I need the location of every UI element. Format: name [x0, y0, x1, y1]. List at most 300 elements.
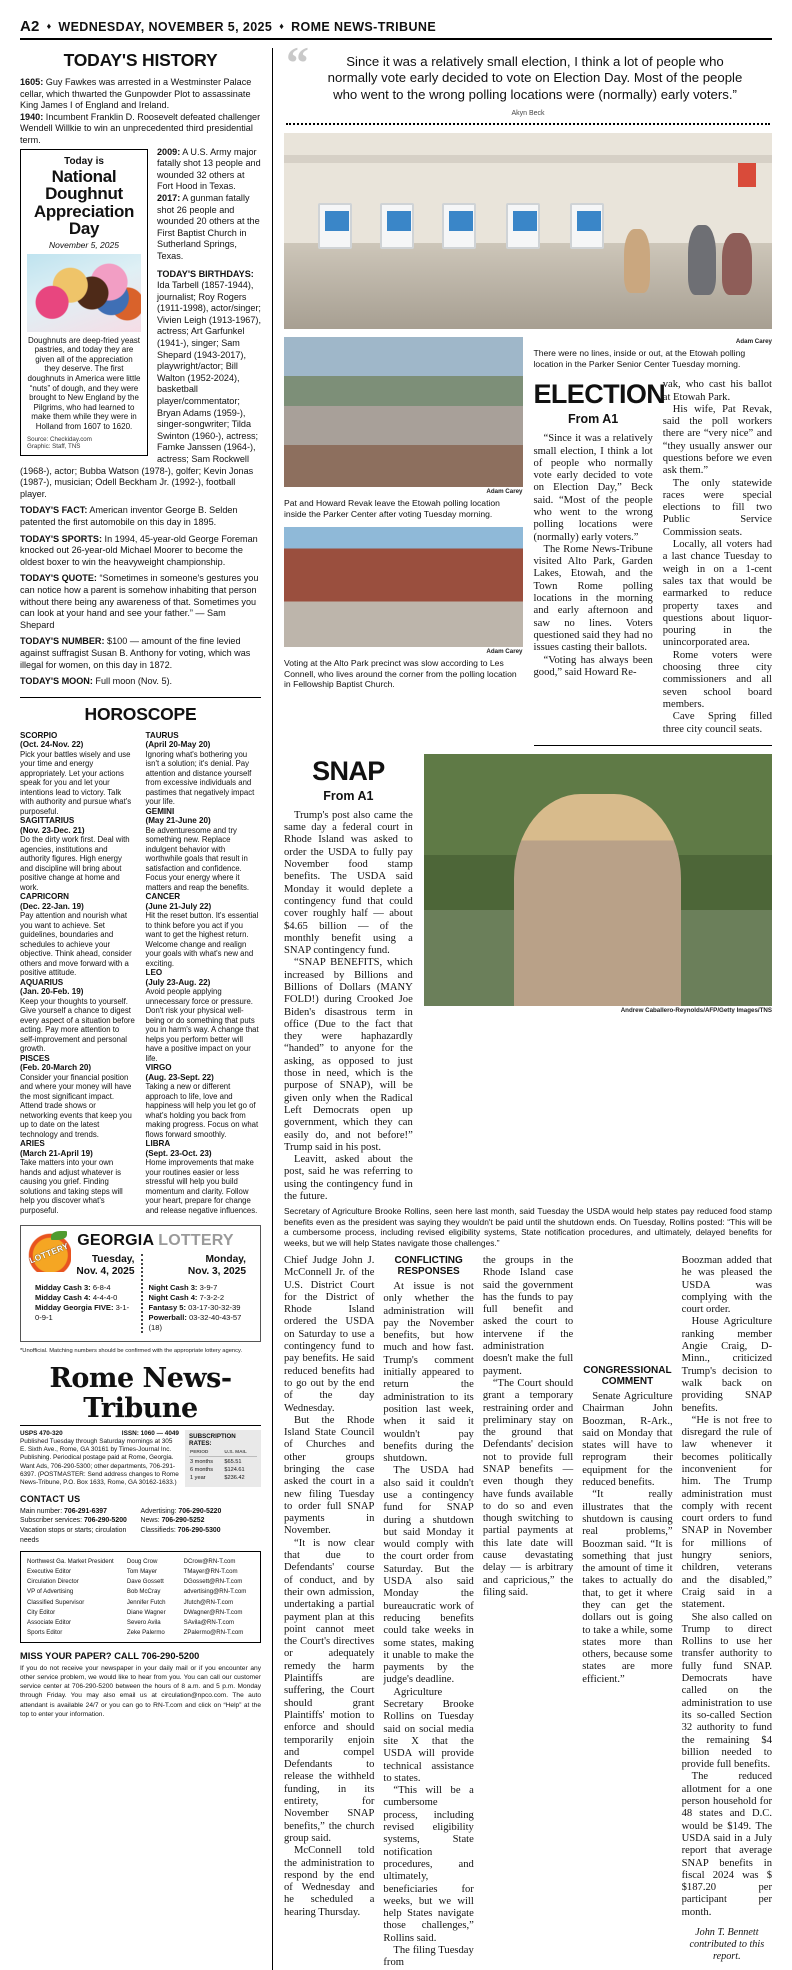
lottery-game-label: Midday Cash 3: [35, 1283, 91, 1293]
contact-row [20, 1516, 141, 1526]
election-headline: ELECTION [533, 379, 666, 410]
snap-columns [284, 1255, 772, 1970]
horoscope-entry [146, 1063, 262, 1139]
quote-label: TODAY'S QUOTE: [20, 573, 97, 584]
lottery-day-line2: Nov. 4, 2025 [76, 1266, 135, 1278]
sports-text: In 1994, 45-year-old George Foreman knocked out 26-year-old Michael Moorer to become the oldest boxer to win the heavyweight championship. [20, 533, 258, 567]
paragraph: Rome voters were choosing three city commissioners and all seven school board members. [662, 649, 772, 710]
paragraph: But the Rhode Island State Council of Churches and other groups bringing the case asked the court in a new filing Tuesday to order full SNAP payments in November. [284, 1414, 375, 1537]
alto-photo-caption: Voting at the Alto Park precinct was slow according to Les Connell, who lives around the corner from the polling location in Fellowship Baptist Church. [284, 658, 517, 690]
horoscope-column-left [20, 731, 136, 1216]
hero-photo-credit: Adam Carey [735, 338, 772, 346]
lottery-game-numbers: 7-3-2-2 [197, 1293, 225, 1303]
subscription-price: $65.51 [224, 1458, 242, 1465]
lottery-game-label: Night Cash 3: [148, 1283, 198, 1293]
horoscope-column-right [146, 731, 262, 1216]
contact-row [141, 1507, 262, 1517]
election-headline-and-text [534, 379, 773, 736]
subscription-period: 1 year [190, 1475, 206, 1482]
paragraph: “Since it was a relatively small election, I think a lot of people who normally vote early decided to vote on Election Day,” Beck said. “Most of the people who went to the wrong polling locations were (normally) early voters.” [533, 433, 653, 543]
horoscope-sign-dates: (June 21-July 22) [145, 901, 212, 911]
history-1605-text: Guy Fawkes was arrested in a Westminster Palace cellar, which thwarted the Gunpowder Plot to assassinate King James I of England and Ireland. [20, 77, 252, 111]
main-content [284, 37, 773, 1970]
horoscope-sign-dates: (Nov. 23-Dec. 21) [20, 825, 85, 835]
lottery-row [35, 1303, 135, 1323]
masthead-issn: ISSN: 1060 — 4049 [121, 1430, 179, 1438]
election-jumpline: From A1 [568, 412, 619, 427]
paragraph: “It is now clear that due to Defendants' course of conduct, and by their own admission, undertaking a partial payment plan at this point cannot meet the Court's directives or adequately remedy the harm Plaintiffs are suffering, the Court should grant Plaintiffs' motion to enforce and should temporarily enjoin and compel Defendants to release the withheld funding, in its entirety, for November SNAP benefits,” the church group said. [284, 1537, 375, 1844]
staff-title: Circulation Director [27, 1578, 79, 1586]
lottery-game-label: Midday Cash 4: [35, 1293, 91, 1303]
staff-name: Severo Avila [126, 1618, 161, 1626]
moon-text: Full moon (Nov. 5). [92, 676, 173, 687]
staff-email[interactable]: Jfutch@RN-T.com [183, 1598, 234, 1606]
alto-photo-credit: Adam Carey [486, 648, 523, 656]
history-horoscope-divider [20, 697, 261, 698]
photo-column [284, 337, 523, 746]
paragraph: vak, who cast his ballot at Etowah Park. [662, 379, 772, 403]
diamond-icon-2: ♦ [279, 21, 285, 31]
horoscope-sign-dates: (April 20-May 20) [145, 740, 211, 750]
history-quote [20, 573, 261, 631]
snap-body-col1-top [284, 810, 413, 1204]
horoscope-sign-text: Ignoring what's bothering you isn't a solution; it's denial. Pay attention and distance yourself from excessive individuals and pastimes that negatively impact your life. [145, 749, 255, 807]
masthead-publish-info [20, 1430, 179, 1487]
subhead-line1: CONFLICTING [394, 1254, 463, 1266]
horoscope-entry [146, 1139, 262, 1215]
paragraph: At issue is not only whether the administration will pay the November benefits, but how much and how fast. Trump's comment initially appeared to return the administration to its position last week, when it said it wouldn't pay benefits during the shutdown. [383, 1280, 474, 1465]
paragraph: The reduced allotment for a one person household for 48 states and D.C. would be $149. The USDA said in a July report that average SNAP benefits in fiscal 2024 was $ $187.20 per participant per month. [681, 1771, 773, 1918]
election-body-col2 [663, 379, 772, 736]
promo-name-line2: Doughnut [45, 184, 123, 204]
table-row [27, 1628, 254, 1638]
history-lead [20, 77, 261, 147]
horoscope-sign-name: ARIES [20, 1139, 45, 1149]
promo-source [27, 436, 141, 451]
election-col-1 [533, 379, 666, 736]
promo-body-text: Doughnuts are deep-fried yeast pastries, and today they are given all of the appreciation they deserve. The first doughnuts in America were little “nuts” of dough, and they were brought to New England by the Pilgrims, who had learned to make them while they were in Holland from 1607 to 1620. [27, 335, 141, 431]
promo-graphic-line: Graphic: Staff, TNS [27, 442, 81, 450]
masthead-publish-text: Published Tuesday through Saturday mornings at 305 E. Sixth Ave., Rome, GA 30161 by Times-Journal Inc. Publishing. Periodical postage paid at Rome, Georgia. Want Ads, 706-290-5300; other departments, 706-291-6397. (POSTMASTER: Send address changes to Rome News-Tribune, P.O. Box 1633, Rome, GA 30162-1633.) [20, 1438, 179, 1486]
exit-sign-icon [738, 163, 756, 187]
horoscope-sign-name: SCORPIO [20, 730, 58, 740]
paragraph: the groups in the Rhode Island case said the government has the funds to pay full benefit and asked the court to intervene if the administration doesn't make the full payment. [482, 1254, 574, 1377]
horoscope-sign-dates: (July 23-Aug. 22) [145, 977, 211, 987]
history-2009-label: 2009: [157, 146, 181, 157]
paragraph: “Voting has always been good,” said Howard Re- [533, 654, 653, 678]
horoscope-sign-text: Pick your battles wisely and use your time and energy appropriately. Let your actions speak for you and let your intentions lead to victory. Talk with authority and pursue what's purposeful. [20, 749, 132, 816]
lottery-title-lottery: LOTTERY [158, 1232, 234, 1250]
rollins-photo-credit: Andrew Caballero-Reynolds/AFP/Getty Images/TNS [620, 1006, 772, 1014]
snap-col-5 [682, 1255, 772, 1970]
paragraph: Leavitt, asked about the post, said he was referring to using the contingency fund in the future. [284, 1154, 413, 1203]
lottery-game-label: Midday Georgia FIVE: [35, 1303, 114, 1313]
contact-column-right [141, 1507, 262, 1545]
lottery-results-monday [149, 1283, 247, 1333]
staff-email[interactable]: SAvila@RN-T.com [183, 1618, 235, 1626]
horoscope-sign-dates: (Feb. 20-March 20) [20, 1063, 92, 1073]
paragraph: Trump's post also came the same day a federal court in Rhode Island was asked to order the USDA to fully pay November food stamp benefits. The USDA said Monday it would deplete a contingency fund that could cover roughly half — about $4.65 billion — of the monthly benefit using a SNAP contingency fund. [284, 809, 413, 957]
staff-name: Jennifer Futch [126, 1598, 166, 1606]
photo-trim [284, 155, 772, 163]
rollins-photo-caption: Secretary of Agriculture Brooke Rollins, seen here last month, said Tuesday the USDA would help states pay reduced food stamp benefits even as the president was saying they wouldn't be paid until the shutdown ends. On Tuesday, Rollins posted: “This will be a cumbersome process, including revised eligibility systems, State notification procedures, and ultimately, delayed benefits for weeks, but we will help States navigate those challenges.” [284, 1206, 772, 1248]
subscription-th-price: U.S. MAIL [223, 1449, 257, 1457]
paragraph: Agriculture Secretary Brooke Rollins on Tuesday said on social media site X that the USDA will provide technical assistance to states. [383, 1686, 474, 1784]
folio-page-number: A2 [20, 18, 40, 35]
history-flow [20, 147, 261, 501]
contributor-signature: John T. Bennett contributed to this report. [689, 1926, 765, 1963]
page-folio [0, 0, 792, 38]
congressional-comment-subhead [582, 1365, 672, 1388]
table-row [27, 1556, 254, 1566]
staff-email[interactable]: advertising@RN-T.com [183, 1588, 247, 1596]
rail-divider [272, 48, 273, 1970]
contact-label: News: [140, 1517, 162, 1525]
promo-today-label: Today is [64, 155, 104, 167]
masthead-rule [20, 1425, 261, 1426]
paragraph: She also called on Trump to direct Rollins to use her transfer authority to fully fund SNAP. Democrats have called on the administration to use its so-called Section 32 authority to fund the remaining $4 billion needed to provide full benefits. [681, 1611, 773, 1771]
horoscope-sign-name: AQUARIUS [20, 977, 64, 987]
table-row [27, 1577, 254, 1587]
contact-label: Vacation stops or starts; circulation needs [20, 1527, 127, 1544]
miss-paper-body: If you do not receive your newspaper in your daily mail or if you encounter any other service problem, we would like to hear from you. You can call our customer service center at 706-290-5200 between the hours of 8 a.m. and 5 p.m. Monday through Friday. You may also email us at circulation@npco.com. The auto attendant is available 24/7 or you can go to RN-T.com and click on “Help” at the top to enter your information. [20, 1664, 261, 1718]
horoscope-entry [146, 807, 262, 893]
horoscope-sign-dates: (Jan. 20-Feb. 19) [20, 987, 84, 997]
horoscope-sign-name: LEO [145, 968, 163, 978]
lottery-row [149, 1283, 247, 1293]
horoscope-sign-text: Home improvements that make your routines easier or less stressful will help you build momentum and clarity. Follow your heart, prepare for change and release negative influences. [145, 1158, 258, 1215]
history-2017-text: A gunman fatally shot 26 people and wounded 20 others at the First Baptist Church in Sutherland Springs, Texas. [157, 192, 260, 261]
paragraph: The Rome News-Tribune visited Alto Park, Garden Lakes, Etowah, and the Town Rome polling locations in the morning and early afternoon and saw no lines. Voters questioned said they had no issues casting their ballots. [533, 543, 653, 654]
paragraph: “The Court should grant a temporary restraining order and preliminary stay on the ground that Defendants' decision not to provide full SNAP benefits — even though they have funds available to do so and even though switching to partial payments at this late date will cause devastating delay — is arbitrary and capricious,” the filing said. [482, 1377, 574, 1598]
voting-booth-icon [318, 203, 352, 249]
fact-text: American inventor George B. Selden patented the first automobile on this day in 1895. [20, 505, 238, 527]
subscription-table [189, 1449, 257, 1482]
contact-label: Subscriber services: [20, 1517, 84, 1525]
voting-booth-icon [570, 203, 604, 249]
contact-label: Main number: [20, 1507, 65, 1515]
contact-row [141, 1516, 262, 1526]
revak-photo-credit: Adam Carey [486, 488, 523, 496]
lottery-game-numbers: 6-8-4 [90, 1283, 111, 1293]
horoscope-sign-text: Pay attention and nourish what you want to achieve. Set guidelines, boundaries and schedules to achieve your objective. Think ahead, consider others and move forward with a positive attitude. [20, 911, 132, 978]
horoscope-sign-dates: (Dec. 22-Jan. 19) [20, 901, 84, 911]
staff-name: Tom Mayer [126, 1568, 158, 1575]
paragraph: “It really illustrates that the shutdown is causing real problems,” Boozman said. “It is something that just the amount of time it takes to actually do that, to get it where they can get the dollars out is going to take a while, some states more than others, because some states are more efficient.” [582, 1489, 673, 1685]
history-1940-label: 1940: [20, 111, 44, 122]
birthdays-text: Ida Tarbell (1857-1944), journalist; Roy Rogers (1911-1998), actor/singer; Vivien Leigh (1913-1967), actress; Art Garfunkel (1941-), singer; Sam Shepard (1943-2017), playwright/actor; Bill Walton (1952-2024), basketball player/commentator; Bryan Adams (1959-), singer-songwriter; Tilda Swinton (1960-), actress; Famke Janssen (1964-), actress; Sam Rockwell (1968-), actor; Bubba Watson (1978-), golfer; Kevin Jonas (1987-), musician; Odell Beckham Jr. (1992-), football player. [20, 280, 261, 499]
history-1940-text: Incumbent Franklin D. Roosevelt defeated challenger Wendell Willkie to win an unprecedented third presidential term. [20, 111, 261, 145]
contact-row [20, 1526, 141, 1545]
moon-label: TODAY'S MOON: [20, 676, 93, 687]
lottery-column-monday [141, 1254, 253, 1333]
horoscope-sign-dates: (Aug. 23-Sept. 22) [145, 1072, 214, 1082]
lottery-game-numbers: 03-32-40-43-57 (18) [148, 1313, 242, 1333]
table-row [27, 1587, 254, 1597]
table-row [27, 1617, 254, 1627]
horoscope-sign-dates: (May 21-June 20) [145, 816, 211, 826]
table-row [189, 1466, 257, 1474]
masthead-info [20, 1430, 261, 1487]
snap-body-col1-cont [284, 1255, 374, 1919]
photo-person [688, 225, 716, 295]
horoscope-sign-text: Keep your thoughts to yourself. Give yourself a chance to digest every aspect of a situation before acting. Pay more attention to self-improvement and personal growth. [20, 996, 135, 1054]
table-row [27, 1597, 254, 1607]
horoscope-sign-dates: (Oct. 24-Nov. 22) [20, 740, 84, 750]
staff-title: Executive Editor [27, 1568, 72, 1575]
birthdays-label: TODAY'S BIRTHDAYS: [157, 268, 254, 279]
quote-text: “Sometimes in someone's gestures you can notice how a parent is somehow inhabiting that person without there being any awareness of that. Sometimes you can look at your hand and see your father.” — Sam Shepard [20, 573, 259, 630]
lottery-game-label: Night Cash 4: [148, 1293, 198, 1303]
lottery-game-label: Fantasy 5: [148, 1303, 187, 1313]
paragraph: “This will be a cumbersome process, including revised eligibility systems, State notification procedures, and ultimately, beneficiaries for weeks, but we will help States navigate those challenges,” Rollins said. [383, 1785, 474, 1944]
contact-row [20, 1507, 141, 1517]
paragraph: McConnell told the administration to respond by the end of Wednesday and he scheduled a hearing Thursday. [284, 1845, 375, 1918]
pull-quote-rule [286, 123, 770, 125]
revak-photo [284, 337, 523, 487]
contact-phone[interactable]: 706-290-5220 [178, 1507, 222, 1515]
horoscope-entry [146, 968, 262, 1063]
snap-headline: SNAP [312, 755, 385, 786]
subscription-price: $124.61 [224, 1466, 245, 1473]
snap-jumpline: From A1 [323, 788, 374, 803]
snap-body-col5 [682, 1255, 772, 1919]
paragraph: Boozman added that he was pleased the USDA was complying with the court order. [681, 1254, 773, 1316]
voting-booth-icon [442, 203, 476, 249]
contact-column-left [20, 1507, 141, 1545]
snap-body-col2 [383, 1281, 473, 1970]
table-row [189, 1474, 257, 1482]
horoscope-sign-name: LIBRA [145, 1139, 171, 1149]
history-number [20, 636, 261, 671]
paragraph: House Agriculture ranking member Angie Craig, D-Minn., criticized Trump's decision to walk back on providing SNAP benefits. [681, 1316, 773, 1414]
staff-title: City Editor [27, 1608, 56, 1616]
history-sports [20, 534, 261, 569]
rollins-photo [424, 754, 772, 1006]
horoscope-sign-name: CANCER [145, 892, 181, 902]
horoscope-entry [20, 1139, 136, 1215]
subscription-price: $236.42 [224, 1475, 245, 1482]
lottery-results-tuesday [35, 1283, 135, 1323]
horoscope-entry [146, 892, 262, 968]
table-row [27, 1607, 254, 1617]
horoscope-sign-text: Take matters into your own hands and adjust whatever is causing you grief. Finding solutions and taking steps will help you discover what's purposeful. [20, 1158, 123, 1215]
staff-title: Sports Editor [27, 1629, 63, 1637]
photo-subject [514, 794, 681, 1006]
snap-col-2 [383, 1255, 473, 1970]
horoscope-sign-text: Do the dirty work first. Deal with agencies, institutions and authority figures. High energy and discipline will bring about positive change at home and work. [20, 835, 130, 892]
paragraph: “SNAP BENEFITS, which increased by Billions and Billions of Dollars (MANY FOLD!) during Crooked Joe Biden's disastrous term in office (Due to the fact that they were haphazardly “handed” to anyone for the asking, as opposed to just those in need, which is the purpose of SNAP), will be given only when the Radical Left Democrats open up government, which they can easily do, and not before!” Trump said in his post. [284, 957, 413, 1153]
promo-float [20, 149, 148, 457]
contact-label: Advertising: [140, 1507, 179, 1515]
paragraph: Chief Judge John J. McConnell Jr. of the U.S. District Court for the District of Rhode Island ordered the USDA on Saturday to use a contingency fund to pay benefits. He said reduced benefits had to go out by the end of the day Wednesday. [284, 1254, 375, 1414]
history-moon [20, 676, 261, 688]
paragraph: The only statewide races were special elections to fill two Public Service Commission seats. [662, 477, 772, 538]
promo-source-line: Source: Checkiday.com [27, 435, 92, 443]
lottery-game-numbers: 4-4-4-0 [90, 1293, 118, 1303]
rollins-photo-block [424, 754, 772, 1204]
lottery-game-numbers: 3-1-0-9-1 [35, 1303, 130, 1323]
upper-two-column [284, 337, 772, 746]
history-2009-text: A U.S. Army major fatally shot 13 people and wounded 32 others at Fort Hood in Texas. [157, 146, 261, 192]
staff-title: VP of Advertising [27, 1588, 74, 1596]
horoscope-sign-dates: (March 21-April 19) [20, 1148, 93, 1158]
history-fact [20, 505, 261, 528]
folio-paper-name: ROME NEWS-TRIBUNE [291, 20, 437, 34]
alto-park-photo [284, 527, 523, 647]
horoscope-sign-text: Be adventuresome and try something new. Replace indulgent behavior with worthwhile goals that result in satisfaction and confidence. Focus your energy where it matters and reap the benefits. [145, 825, 250, 892]
promo-name-line3: Appreciation Day [33, 201, 135, 239]
paragraph: “He is not free to disregard the rule of law whenever it becomes politically inconvenient for him. The Trump administration must comply with recent court orders to fund SNAP in November for millions of hungry seniors, children, veterans and the disabled,” Craig said in a statement. [681, 1414, 773, 1611]
number-label: TODAY'S NUMBER: [20, 636, 105, 647]
revak-photo-caption: Pat and Howard Revak leave the Etowah polling location inside the Parker Center after voting Tuesday morning. [284, 498, 500, 519]
staff-email[interactable]: TMayer@RN-T.com [183, 1568, 238, 1575]
voting-booth-icon [380, 203, 414, 249]
contact-phone[interactable]: 706-290-5300 [177, 1527, 221, 1535]
staff-email[interactable]: ZPalermo@RN-T.com [183, 1629, 244, 1637]
masthead-logo: Rome News-Tribune [49, 1363, 232, 1425]
staff-email[interactable]: DGossett@RN-T.com [183, 1578, 243, 1586]
election-story-column [534, 337, 773, 746]
election-body-col1 [534, 433, 653, 679]
contact-us-heading: CONTACT US [20, 1493, 81, 1504]
subhead-line2: COMMENT [601, 1376, 654, 1388]
staff-name: Zeke Palermo [126, 1629, 165, 1637]
staff-name: Diane Wagner [126, 1608, 166, 1616]
lottery-game-numbers: 3-9-7 [197, 1283, 218, 1293]
paragraph: Cave Spring filled three city council seats. [662, 711, 772, 735]
horoscope-columns [20, 731, 261, 1216]
contact-phone[interactable]: 706-290-5200 [83, 1517, 127, 1525]
contact-row [141, 1526, 262, 1536]
snap-headline-column [284, 754, 413, 1204]
history-2017-label: 2017: [157, 192, 181, 203]
staff-table [27, 1556, 254, 1638]
history-section-title: TODAY'S HISTORY [63, 50, 218, 70]
contact-grid [20, 1507, 261, 1545]
contact-phone[interactable]: 706-291-6397 [64, 1507, 107, 1515]
doughnut-photo [27, 254, 141, 332]
table-row [27, 1566, 254, 1576]
history-1605-label: 1605: [20, 77, 44, 87]
horoscope-entry [20, 816, 136, 892]
subscription-title: SUBSCRIPTION RATES: [189, 1433, 236, 1448]
masthead-usps: USPS 470-320 [20, 1430, 63, 1438]
number-text: $100 — amount of the fine levied against suffragist Susan B. Anthony for voting, which was illegal for women, on this day in 1872. [20, 636, 251, 670]
lottery-disclaimer: *Unofficial. Matching numbers should be confirmed with the appropriate lottery agency. [20, 1348, 243, 1355]
snap-body-col4 [582, 1391, 672, 1686]
subscription-rates-box [185, 1430, 261, 1487]
paragraph: His wife, Pat Revak, said the poll workers there are “very nice” and “they usually answer our questions before we even ask them.” [662, 403, 772, 477]
lottery-row [35, 1293, 135, 1303]
table-row [189, 1457, 257, 1466]
lottery-title-georgia: GEORGIA [77, 1232, 154, 1250]
horoscope-sign-text: Taking a new or different approach to life, love and happiness will help you let go of what's holding you back from making progress. Focus on what flows forward smoothly. [145, 1082, 259, 1139]
lottery-game-label: Powerball: [148, 1313, 187, 1323]
snap-col-1 [284, 1255, 374, 1970]
polling-location-photo [284, 133, 772, 329]
day-promo-box [20, 149, 148, 457]
paragraph: Locally, all voters had a last chance Tuesday to weigh in on a 1-cent sales tax that would be earmarked to reduce property taxes and questions about liquor-pouring in the unincorporated area. [662, 539, 772, 649]
staff-name: Bob McCray [126, 1588, 161, 1596]
horoscope-sign-name: VIRGO [145, 1063, 172, 1073]
election-snap-divider [534, 745, 773, 746]
masthead-ids [20, 1430, 179, 1438]
snap-body-col3 [483, 1255, 573, 1599]
promo-date: November 5, 2025 [49, 239, 119, 250]
snap-col-4 [582, 1255, 672, 1970]
miss-paper-heading: MISS YOUR PAPER? CALL 706-290-5200 [20, 1650, 200, 1661]
horoscope-entry [146, 731, 262, 807]
election-col-2 [663, 379, 772, 736]
lottery-row [35, 1283, 135, 1293]
snap-col-3 [483, 1255, 573, 1970]
paragraph: The filing Tuesday from [383, 1944, 474, 1969]
voting-booth-icon [506, 203, 540, 249]
paragraph: Senate Agriculture Chairman John Boozman, R-Ark., said on Monday that states will have to reprogram their equipment for the reduced benefits. [582, 1390, 673, 1489]
lottery-game-numbers: 03-17-30-32-39 [186, 1303, 241, 1313]
staff-title: Associate Editor [27, 1618, 72, 1626]
subscription-period: 6 months [190, 1466, 214, 1473]
lottery-row [149, 1303, 247, 1313]
horoscope-entry [20, 1054, 136, 1140]
lottery-day-line2: Nov. 3, 2025 [187, 1266, 246, 1278]
horoscope-sign-text: Avoid people applying unnecessary force or pressure. Don't risk your physical well-being or do something that puts you in harm's way. A change that helps you perform better will have a positive impact on your life. [145, 987, 259, 1063]
contact-label: Classifieds: [140, 1527, 178, 1535]
conflicting-responses-subhead [383, 1255, 473, 1278]
quote-mark-icon: “ [286, 37, 309, 88]
lottery-row [149, 1293, 247, 1303]
subhead-line1: CONGRESSIONAL [583, 1364, 672, 1376]
peach-lottery-logo-icon [25, 1232, 71, 1272]
folio-date: WEDNESDAY, NOVEMBER 5, 2025 [58, 20, 273, 34]
lottery-day-line1: Monday, [205, 1254, 246, 1266]
horoscope-sign-name: SAGITTARIUS [20, 816, 75, 826]
photo-person [624, 229, 650, 293]
contact-phone[interactable]: 706-290-5252 [161, 1517, 205, 1525]
staff-title: Northwest Ga. Market President [27, 1557, 114, 1565]
photo-person [722, 233, 752, 295]
horoscope-sign-text: Consider your financial position and where your money will have the most significant impact. Attend trade shows or networking events that keep you up to date on the latest technology and trends. [20, 1072, 132, 1139]
left-rail [20, 48, 272, 1970]
paragraph: The USDA had also said it couldn't use a contingency fund for SNAP during a shutdown but said Monday it would comply with the court order from Saturday. But the USDA also said Monday the bureaucratic work of reducing benefits could take weeks in some states, making it unable to make the payments by the judge's deadline. [383, 1465, 474, 1686]
subscription-period: 3 months [190, 1458, 214, 1465]
staff-email[interactable]: DCrow@RN-T.com [183, 1557, 236, 1565]
horoscope-entry [20, 978, 136, 1054]
pull-quote-text: Since it was a relatively small election, I think a lot of people who normally vote early decided to vote on Election Day. Most of the people who went to the wrong polling locations were (normally) early voters.” [327, 54, 743, 102]
horoscope-entry [20, 892, 136, 978]
staff-email[interactable]: DWagner@RN-T.com [183, 1608, 243, 1616]
snap-top-row [284, 754, 772, 1204]
sports-label: TODAY'S SPORTS: [20, 533, 103, 544]
horoscope-sign-name: TAURUS [145, 730, 179, 740]
diamond-icon: ♦ [46, 21, 52, 31]
pull-quote-attribution: Akyn Beck [511, 110, 545, 118]
staff-name: Doug Crow [126, 1557, 158, 1565]
horoscope-sign-text: Hit the reset button. It's essential to think before you act if you want to get the highest return. Welcome change and realign your goals with what's new and exciting. [145, 911, 259, 968]
lottery-row [149, 1313, 247, 1333]
horoscope-sign-dates: (Sept. 23-Oct. 23) [145, 1148, 212, 1158]
subhead-line2: RESPONSES [397, 1266, 460, 1278]
pull-quote [284, 37, 772, 118]
horoscope-sign-name: GEMINI [145, 806, 175, 816]
horoscope-sign-name: PISCES [20, 1053, 50, 1063]
horoscope-sign-name: CAPRICORN [20, 892, 70, 902]
horoscope-section-title: HOROSCOPE [84, 703, 197, 724]
subscription-header-row [189, 1449, 257, 1457]
subscription-th-period: PERIOD [189, 1449, 223, 1457]
promo-name-line1: National [51, 166, 117, 186]
